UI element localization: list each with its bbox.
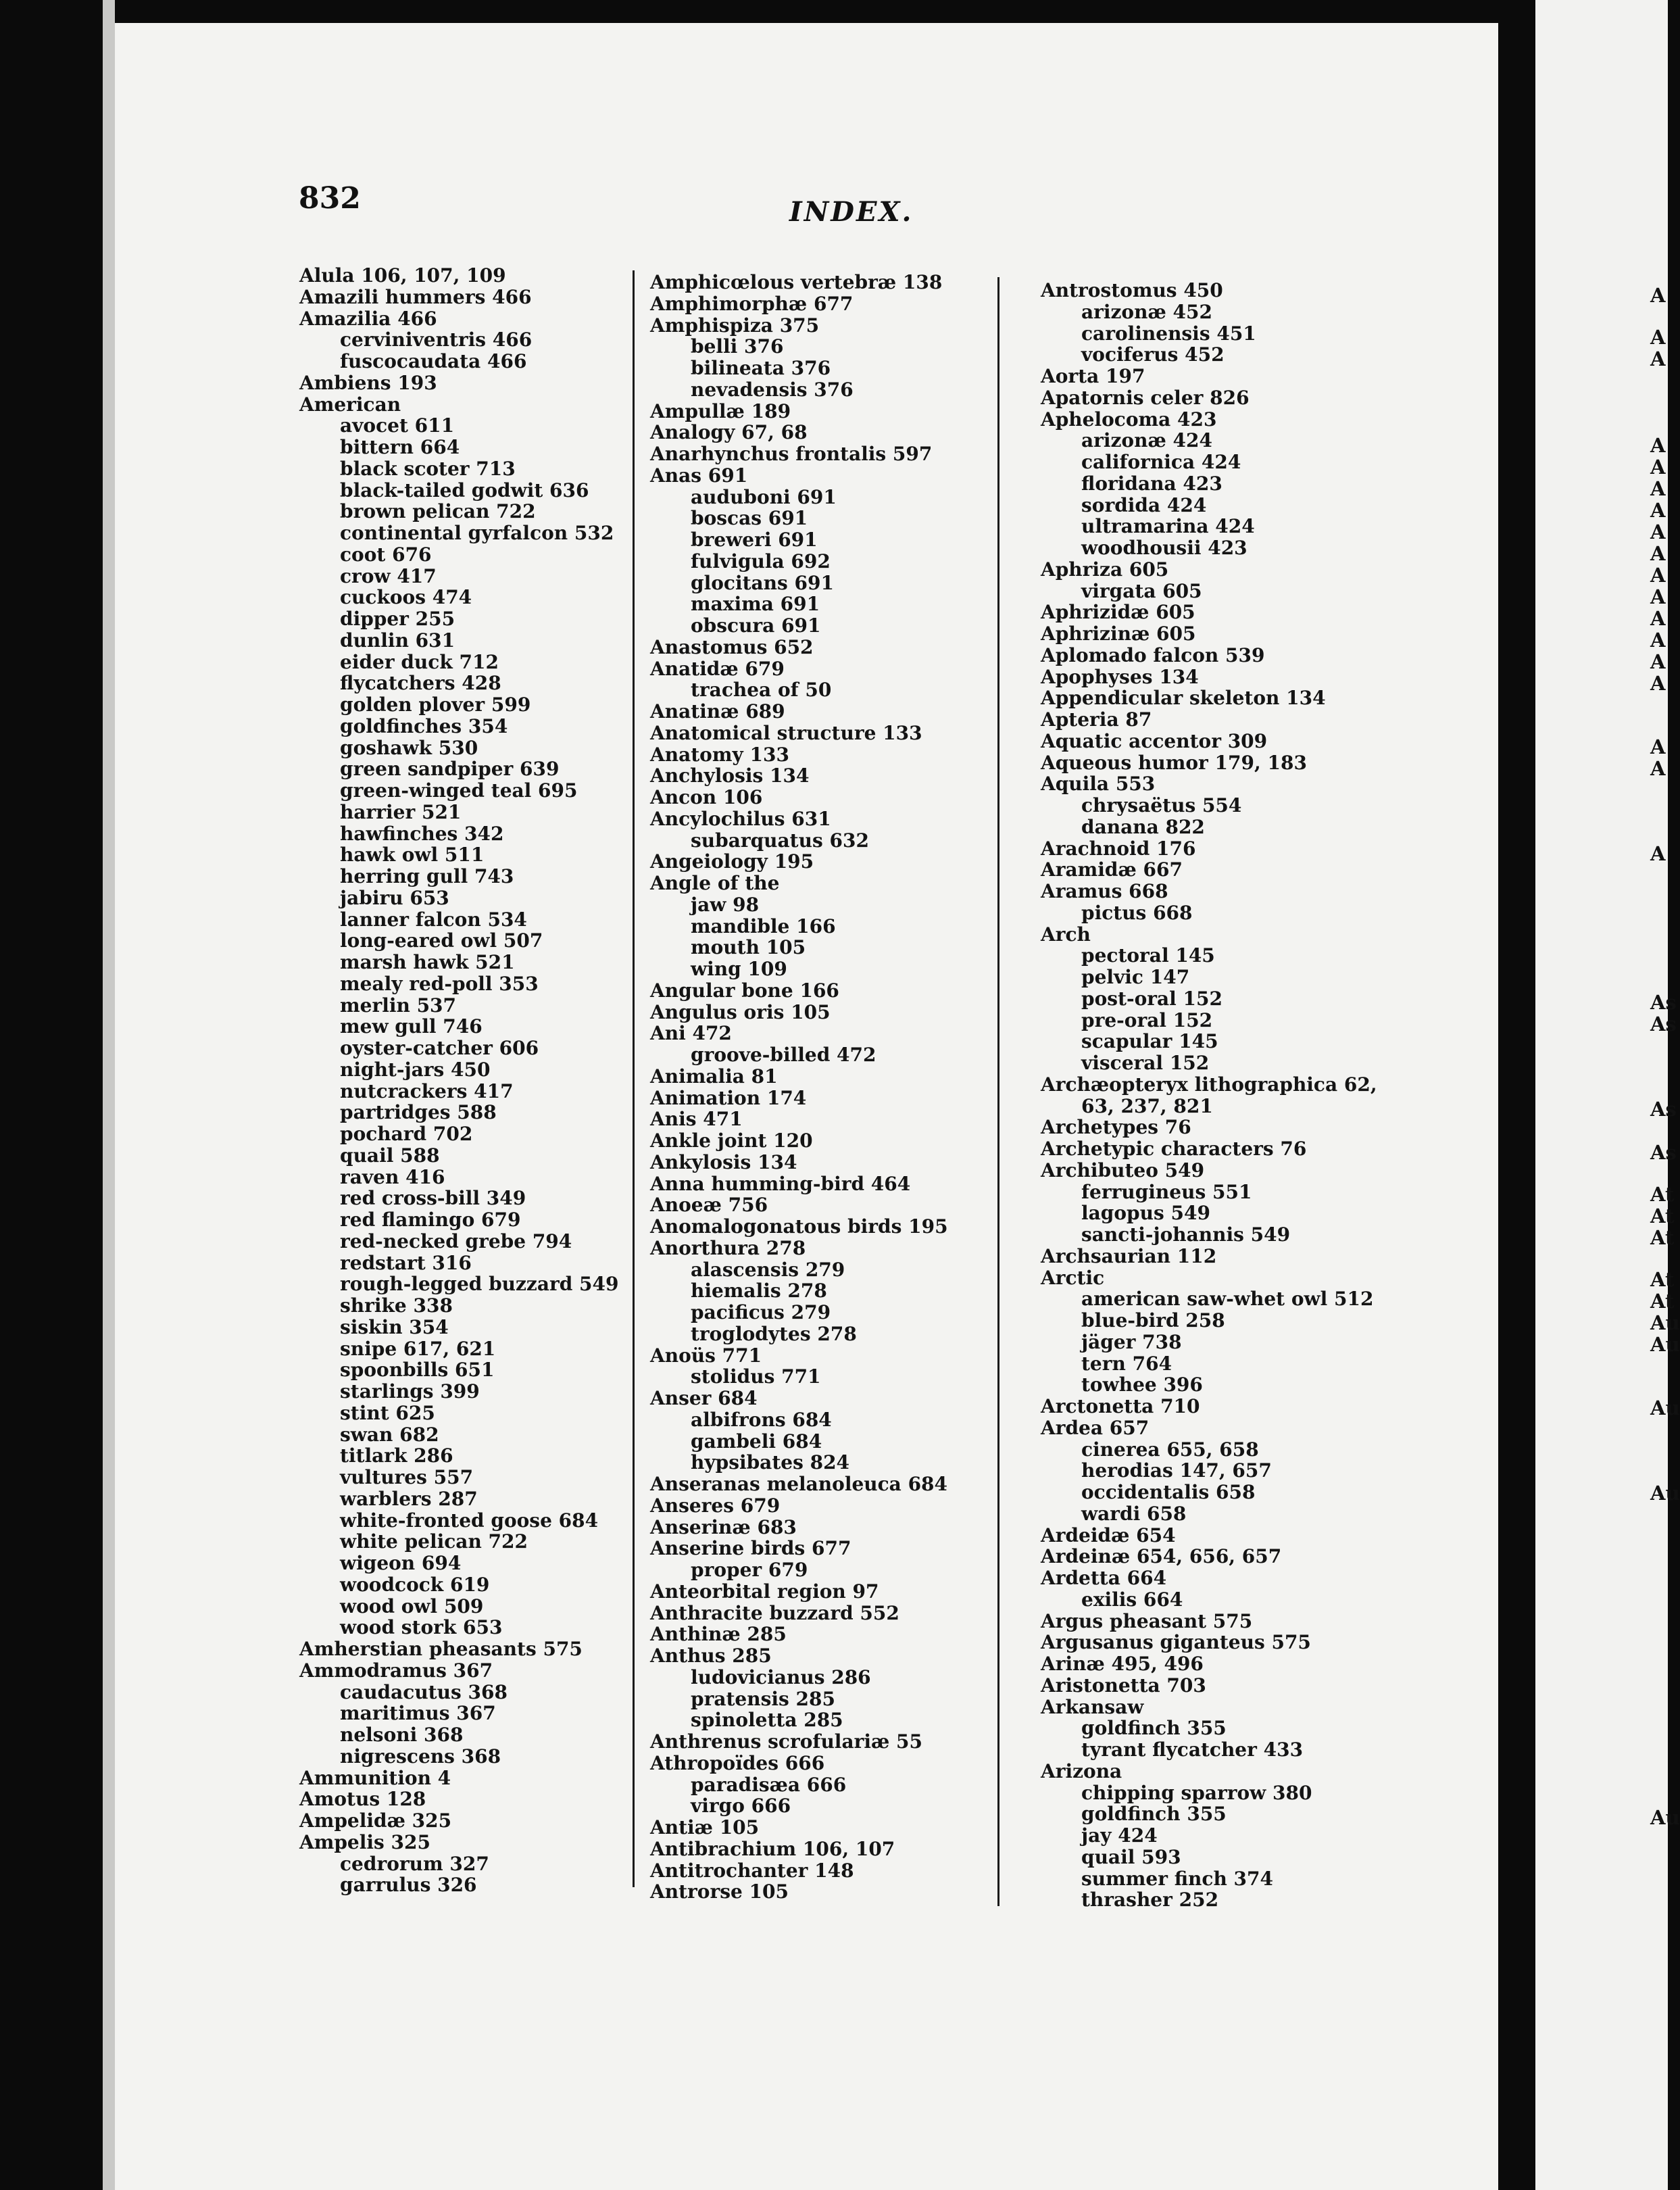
index-subentry: belli 376 (691, 335, 784, 358)
index-subentry: crow 417 (340, 564, 437, 587)
opposite-page-letter: Au (1650, 1396, 1680, 1419)
index-subentry: breweri 691 (691, 529, 818, 551)
index-subentry: wood owl 509 (340, 1595, 484, 1617)
index-subentry: chrysaëtus 554 (1081, 794, 1242, 817)
running-head: INDEX. (789, 196, 914, 228)
index-subentry: fulvigula 692 (691, 550, 831, 573)
index-subentry: white-fronted goose 684 (340, 1509, 599, 1532)
index-entry: Apophyses 134 (1041, 665, 1199, 688)
index-subentry: virgo 666 (691, 1795, 791, 1818)
index-subentry: mealy red-poll 353 (340, 972, 539, 995)
index-entry: Amphispiza 375 (650, 314, 820, 337)
opposite-page-letter: A (1650, 284, 1666, 307)
index-subentry: spinoletta 285 (691, 1709, 843, 1732)
index-subentry: marsh hawk 521 (340, 951, 515, 973)
index-subentry: fuscocaudata 466 (340, 350, 527, 372)
index-subentry: vultures 557 (340, 1466, 474, 1488)
opposite-page-letter: A (1650, 520, 1666, 543)
index-entry: Apteria 87 (1041, 708, 1152, 731)
index-entry: Anna humming-bird 464 (650, 1172, 911, 1195)
index-subentry: dunlin 631 (340, 629, 455, 652)
index-subentry: brown pelican 722 (340, 500, 536, 523)
index-subentry: redstart 316 (340, 1251, 472, 1274)
index-subentry: vociferus 452 (1081, 343, 1225, 366)
index-subentry: floridana 423 (1081, 472, 1222, 495)
column-rule-1 (633, 270, 635, 1887)
index-subentry: ultramarina 424 (1081, 515, 1255, 538)
opposite-page-letter: A (1650, 735, 1666, 758)
index-entry: Anthracite buzzard 552 (650, 1601, 899, 1624)
index-subentry: lagopus 549 (1081, 1202, 1210, 1225)
index-subentry: herring gull 743 (340, 865, 514, 887)
index-entry: Arinæ 495, 496 (1041, 1653, 1204, 1675)
page-top-edge (103, 0, 1498, 23)
index-entry: Argusanus giganteus 575 (1041, 1631, 1311, 1654)
index-entry: Aplomado falcon 539 (1041, 643, 1265, 666)
index-subentry: black scoter 713 (340, 457, 516, 480)
index-subentry: visceral 152 (1081, 1052, 1210, 1074)
opposite-page-letter: A (1650, 757, 1666, 780)
opposite-page-letter: A (1650, 564, 1666, 587)
opposite-page-letter: As (1650, 1141, 1677, 1164)
index-subentry: blue-bird 258 (1081, 1309, 1225, 1332)
index-entry: Ani 472 (650, 1022, 732, 1045)
index-subentry: long-eared owl 507 (340, 929, 543, 952)
index-subentry: nelsoni 368 (340, 1724, 464, 1746)
index-entry: Arctic (1041, 1266, 1105, 1289)
index-entry: Ancylochilus 631 (650, 807, 831, 830)
index-entry: Aphriza 605 (1041, 558, 1169, 581)
index-subentry: red flamingo 679 (340, 1209, 521, 1231)
index-entry: Anthinæ 285 (650, 1623, 787, 1646)
index-entry: Amphimorphæ 677 (650, 292, 854, 315)
index-entry: Anastomus 652 (650, 635, 814, 658)
index-entry: Angular bone 166 (650, 979, 839, 1002)
index-column-1 (299, 265, 664, 1896)
opposite-page-letter: A (1650, 326, 1666, 349)
index-subentry: wing 109 (691, 958, 787, 980)
index-entry: Alula 106, 107, 109 (299, 264, 506, 287)
index-column-3 (1041, 280, 1406, 1911)
page-binding-shadow (103, 0, 115, 2190)
index-entry: Anoüs 771 (650, 1344, 762, 1367)
index-subentry: wardi 658 (1081, 1502, 1187, 1525)
index-subentry: californica 424 (1081, 451, 1241, 473)
index-entry: Amphicœlous vertebræ 138 (650, 271, 943, 293)
index-subentry: rough-legged buzzard 549 (340, 1273, 619, 1296)
index-entry: Anser 684 (650, 1387, 758, 1409)
index-entry: Aphrizinæ 605 (1041, 623, 1196, 645)
index-entry: Anatidæ 679 (650, 657, 785, 680)
index-entry: Arctonetta 710 (1041, 1395, 1200, 1417)
index-entry: Aquatic accentor 309 (1041, 729, 1268, 752)
index-subentry: night-jars 450 (340, 1058, 491, 1081)
index-subentry: glocitans 691 (691, 571, 834, 594)
index-subentry: exilis 664 (1081, 1588, 1183, 1611)
index-subentry: cedrorum 327 (340, 1852, 489, 1875)
opposite-page-letter: A (1650, 477, 1666, 500)
index-entry: Ardeinæ 654, 656, 657 (1041, 1545, 1282, 1568)
opposite-page-letter: A (1650, 650, 1666, 673)
index-entry: Aphelocoma 423 (1041, 408, 1217, 431)
index-subentry: pratensis 285 (691, 1687, 835, 1710)
index-subentry: red cross-bill 349 (340, 1187, 526, 1210)
index-subentry: black-tailed godwit 636 (340, 479, 589, 502)
index-entry: Antitrochanter 148 (650, 1859, 854, 1882)
index-subentry: chipping sparrow 380 (1081, 1781, 1312, 1804)
index-subentry: cerviniventris 466 (340, 328, 533, 351)
opposite-page-letter: Au (1650, 1333, 1680, 1356)
opposite-page-letter: Au (1650, 1806, 1680, 1829)
index-subentry: auduboni 691 (691, 485, 837, 508)
index-subentry: hypsibates 824 (691, 1451, 850, 1474)
index-subentry: titlark 286 (340, 1444, 453, 1467)
index-entry: Argus pheasant 575 (1041, 1609, 1253, 1632)
index-entry: Amazilia 466 (299, 307, 437, 330)
index-subentry: american saw-whet owl 512 (1081, 1288, 1374, 1311)
index-entry: Athropoïdes 666 (650, 1751, 825, 1774)
index-entry: Ardea 657 (1041, 1416, 1150, 1439)
index-subentry: arizonæ 424 (1081, 429, 1212, 452)
opposite-page-letter: Au (1650, 1311, 1680, 1334)
index-subentry: coot 676 (340, 543, 432, 566)
index-subentry: hawk owl 511 (340, 844, 485, 867)
index-subentry: warblers 287 (340, 1487, 478, 1510)
index-subentry: cinerea 655, 658 (1081, 1438, 1259, 1461)
opposite-page-letter: A (1650, 585, 1666, 608)
index-entry: Anseres 679 (650, 1494, 781, 1517)
index-subentry: caudacutus 368 (340, 1680, 508, 1703)
index-entry: Anatomy 133 (650, 743, 789, 766)
index-subentry: red-necked grebe 794 (340, 1230, 572, 1252)
index-subentry: ferrugineus 551 (1081, 1180, 1252, 1203)
index-subentry: 63, 237, 821 (1081, 1094, 1213, 1117)
index-entry: Aqueous humor 179, 183 (1041, 751, 1307, 774)
opposite-page-letter: A (1650, 434, 1666, 457)
index-subentry: sancti-johannis 549 (1081, 1223, 1291, 1246)
index-entry: Ankle joint 120 (650, 1129, 813, 1152)
index-subentry: pochard 702 (340, 1123, 473, 1145)
index-subentry: summer finch 374 (1081, 1867, 1274, 1890)
index-subentry: groove-billed 472 (691, 1044, 876, 1066)
index-entry: Ampelidæ 325 (299, 1809, 452, 1832)
index-subentry: tern 764 (1081, 1352, 1172, 1375)
index-entry: Arachnoid 176 (1041, 837, 1196, 860)
index-subentry: maxima 691 (691, 593, 820, 616)
index-entry: Anarhynchus frontalis 597 (650, 443, 933, 465)
index-subentry: mew gull 746 (340, 1015, 483, 1038)
index-entry: Archsaurian 112 (1041, 1244, 1217, 1267)
index-subentry: green-winged teal 695 (340, 779, 578, 802)
opposite-page-letter: At (1650, 1183, 1675, 1206)
index-entry: Analogy 67, 68 (650, 421, 808, 444)
index-entry: Anchylosis 134 (650, 764, 810, 787)
index-subentry: gambeli 684 (691, 1430, 822, 1453)
index-subentry: jäger 738 (1081, 1330, 1182, 1353)
index-subentry: proper 679 (691, 1559, 808, 1581)
index-entry: American (299, 393, 401, 416)
index-subentry: carolinensis 451 (1081, 322, 1256, 345)
index-subentry: mouth 105 (691, 936, 806, 959)
index-entry: Anorthura 278 (650, 1236, 806, 1259)
index-subentry: garrulus 326 (340, 1874, 477, 1897)
index-subentry: alascensis 279 (691, 1258, 845, 1281)
index-subentry: virgata 605 (1081, 579, 1202, 602)
index-entry: Anatomical structure 133 (650, 721, 922, 744)
index-entry: Archibuteo 549 (1041, 1159, 1205, 1182)
index-subentry: pectoral 145 (1081, 944, 1215, 967)
index-entry: Anatinæ 689 (650, 700, 785, 723)
index-subentry: lanner falcon 534 (340, 908, 527, 931)
opposite-page-edge (1535, 0, 1680, 2190)
index-subentry: quail 588 (340, 1144, 440, 1167)
index-subentry: wigeon 694 (340, 1552, 462, 1574)
index-entry: Amherstian pheasants 575 (299, 1638, 583, 1660)
index-entry: Archetypes 76 (1041, 1116, 1191, 1139)
index-entry: Angeiology 195 (650, 850, 814, 873)
index-subentry: ludovicianus 286 (691, 1665, 871, 1688)
index-subentry: oyster-catcher 606 (340, 1037, 539, 1059)
index-entry: Aristonetta 703 (1041, 1674, 1206, 1697)
index-entry: Ancon 106 (650, 786, 763, 808)
index-subentry: trachea of 50 (691, 679, 832, 702)
opposite-page-letter: A (1650, 347, 1666, 370)
index-subentry: goldfinch 355 (1081, 1803, 1227, 1826)
index-entry: Appendicular skeleton 134 (1041, 687, 1326, 710)
index-entry: Anomalogonatous birds 195 (650, 1215, 948, 1238)
index-entry: Archetypic characters 76 (1041, 1138, 1307, 1160)
index-subentry: goshawk 530 (340, 736, 478, 759)
index-entry: Antrorse 105 (650, 1880, 789, 1903)
index-subentry: jay 424 (1081, 1824, 1158, 1847)
index-subentry: continental gyrfalcon 532 (340, 522, 614, 544)
index-entry: Anseranas melanoleuca 684 (650, 1473, 948, 1495)
index-subentry: swan 682 (340, 1423, 439, 1446)
index-subentry: subarquatus 632 (691, 829, 869, 852)
index-subentry: hawfinches 342 (340, 822, 504, 845)
index-entry: Antiæ 105 (650, 1816, 760, 1839)
opposite-page-letter: As (1650, 1098, 1677, 1121)
index-subentry: hiemalis 278 (691, 1280, 827, 1303)
column-rule-2 (997, 277, 999, 1906)
opposite-page-letter: A (1650, 842, 1666, 865)
index-column-2 (650, 272, 1015, 1903)
index-subentry: golden plover 599 (340, 694, 531, 716)
index-subentry: raven 416 (340, 1165, 445, 1188)
index-subentry: woodhousii 423 (1081, 537, 1247, 559)
opposite-page-letter: At (1650, 1226, 1675, 1249)
opposite-page-letter: As (1650, 991, 1677, 1014)
index-subentry: post-oral 152 (1081, 987, 1222, 1010)
index-subentry: pre-oral 152 (1081, 1008, 1213, 1031)
index-subentry: siskin 354 (340, 1315, 449, 1338)
index-entry: Anthus 285 (650, 1645, 772, 1667)
index-entry: Aphrizidæ 605 (1041, 601, 1195, 624)
opposite-page-letter: A (1650, 499, 1666, 522)
index-subentry: stolidus 771 (691, 1365, 821, 1388)
index-entry: Animation 174 (650, 1086, 807, 1109)
index-entry: Archæopteryx lithographica 62, (1041, 1073, 1377, 1096)
index-subentry: bilineata 376 (691, 357, 831, 379)
index-entry: Arch (1041, 923, 1091, 946)
opposite-page-letter: At (1650, 1290, 1675, 1313)
index-subentry: nutcrackers 417 (340, 1079, 514, 1102)
index-subentry: shrike 338 (340, 1294, 453, 1317)
index-entry: Antibrachium 106, 107 (650, 1837, 895, 1860)
index-entry: Amotus 128 (299, 1788, 426, 1811)
index-entry: Anserine birds 677 (650, 1537, 851, 1560)
index-entry: Anteorbital region 97 (650, 1580, 879, 1603)
page-number: 832 (299, 181, 361, 216)
index-subentry: jaw 98 (691, 893, 760, 916)
index-entry: Animalia 81 (650, 1065, 778, 1088)
index-entry: Antrostomus 450 (1041, 279, 1223, 301)
index-subentry: stint 625 (340, 1401, 435, 1424)
index-entry: Aramidæ 667 (1041, 858, 1183, 881)
opposite-page-letter: Au (1650, 1482, 1680, 1505)
index-subentry: obscura 691 (691, 614, 821, 637)
index-subentry: tyrant flycatcher 433 (1081, 1738, 1304, 1761)
opposite-page-letter: A (1650, 542, 1666, 565)
index-entry: Amazili hummers 466 (299, 285, 532, 308)
index-subentry: goldfinches 354 (340, 714, 508, 737)
index-subentry: scapular 145 (1081, 1030, 1218, 1053)
index-subentry: woodcock 619 (340, 1573, 490, 1596)
index-entry: Anis 471 (650, 1108, 743, 1131)
index-subentry: danana 822 (1081, 815, 1205, 838)
index-entry: Ardetta 664 (1041, 1567, 1167, 1589)
index-subentry: towhee 396 (1081, 1373, 1203, 1396)
index-subentry: dipper 255 (340, 608, 455, 630)
index-subentry: pacificus 279 (691, 1301, 831, 1323)
index-subentry: paradisæa 666 (691, 1773, 847, 1796)
index-subentry: flycatchers 428 (340, 672, 501, 695)
opposite-page-letter: A (1650, 607, 1666, 630)
index-entry: Ankylosis 134 (650, 1150, 797, 1173)
index-entry: Arizona (1041, 1759, 1122, 1782)
index-subentry: nigrescens 368 (340, 1745, 501, 1768)
index-subentry: maritimus 367 (340, 1702, 496, 1725)
index-subentry: avocet 611 (340, 414, 455, 437)
index-subentry: spoonbills 651 (340, 1359, 495, 1382)
index-entry: Aquila 553 (1041, 773, 1156, 796)
index-subentry: white pelican 722 (340, 1530, 528, 1553)
index-subentry: occidentalis 658 (1081, 1481, 1256, 1503)
index-entry: Aorta 197 (1041, 365, 1145, 387)
index-entry: Ampelis 325 (299, 1830, 430, 1853)
index-subentry: quail 593 (1081, 1845, 1181, 1868)
index-entry: Apatornis celer 826 (1041, 386, 1250, 409)
index-subentry: nevadensis 376 (691, 378, 854, 401)
index-subentry: starlings 399 (340, 1380, 480, 1403)
index-subentry: mandible 166 (691, 915, 836, 938)
opposite-page-letter: At (1650, 1268, 1675, 1291)
index-subentry: wood stork 653 (340, 1616, 503, 1639)
index-subentry: arizonæ 452 (1081, 300, 1212, 323)
index-subentry: bittern 664 (340, 436, 460, 458)
index-subentry: pelvic 147 (1081, 966, 1190, 988)
index-subentry: snipe 617, 621 (340, 1337, 496, 1360)
index-entry: Ardeidæ 654 (1041, 1524, 1176, 1547)
index-entry: Arkansaw (1041, 1695, 1144, 1718)
index-subentry: albifrons 684 (691, 1408, 832, 1431)
index-subentry: cuckoos 474 (340, 586, 472, 609)
index-subentry: merlin 537 (340, 994, 457, 1017)
index-entry: Anthrenus scrofulariæ 55 (650, 1730, 922, 1753)
index-subentry: herodias 147, 657 (1081, 1459, 1272, 1482)
index-entry: Anserinæ 683 (650, 1515, 797, 1538)
index-entry: Angulus oris 105 (650, 1000, 831, 1023)
index-subentry: sordida 424 (1081, 493, 1207, 516)
opposite-page-letter: A (1650, 629, 1666, 652)
index-subentry: green sandpiper 639 (340, 758, 560, 781)
index-entry: Ammunition 4 (299, 1766, 451, 1789)
opposite-page-letter: As (1650, 1013, 1677, 1036)
index-subentry: troglodytes 278 (691, 1322, 857, 1345)
index-entry: Ampullæ 189 (650, 399, 791, 422)
index-subentry: harrier 521 (340, 800, 462, 823)
index-subentry: partridges 588 (340, 1101, 497, 1124)
index-entry: Anas 691 (650, 464, 748, 487)
opposite-page-letter: At (1650, 1204, 1675, 1227)
index-subentry: goldfinch 355 (1081, 1717, 1227, 1740)
opposite-page-letter: A (1650, 456, 1666, 479)
index-subentry: jabiru 653 (340, 886, 449, 909)
index-subentry: boscas 691 (691, 507, 808, 530)
index-entry: Ambiens 193 (299, 371, 437, 394)
index-subentry: pictus 668 (1081, 901, 1193, 924)
index-subentry: thrasher 252 (1081, 1889, 1219, 1912)
index-entry: Angle of the (650, 872, 780, 894)
index-entry: Aramus 668 (1041, 880, 1168, 902)
opposite-page-letter: A (1650, 672, 1666, 695)
index-entry: Anoeæ 756 (650, 1194, 768, 1217)
index-entry: Ammodramus 367 (299, 1659, 493, 1682)
index-subentry: eider duck 712 (340, 650, 499, 673)
